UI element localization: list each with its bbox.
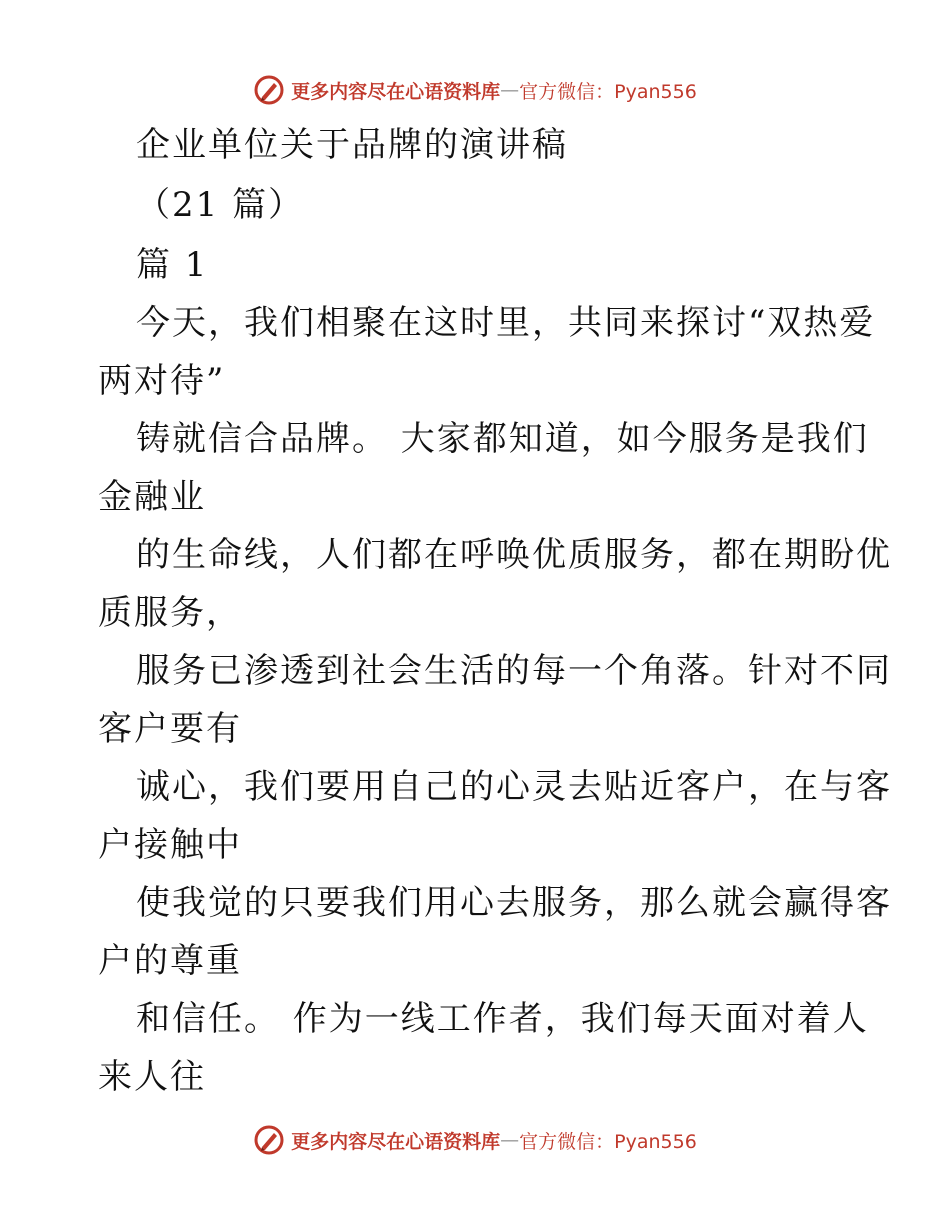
paragraph-line: 两对待”: [98, 361, 226, 401]
header-banner: [0, 70, 950, 110]
paragraph-line: 使我觉的只要我们用心去服务，那么就会赢得客: [136, 883, 892, 923]
paragraph-line: 诚心，我们要用自己的心灵去贴近客户，在与客: [136, 767, 892, 807]
paragraph-line: 和信任。 作为一线工作者，我们每天面对着人: [136, 999, 869, 1039]
paragraph-line: 金融业: [98, 477, 206, 517]
document-count: （21 篇）: [136, 185, 305, 225]
footer-banner: [0, 1120, 950, 1160]
paragraph-line: 今天，我们相聚在这时里，共同来探讨“双热爱: [136, 303, 876, 343]
document-title: 企业单位关于品牌的演讲稿: [136, 125, 568, 165]
paragraph-line: 铸就信合品牌。 大家都知道，如今服务是我们: [136, 419, 869, 459]
pen-logo-icon: [253, 74, 285, 106]
paragraph-line: 的生命线，人们都在呼唤优质服务，都在期盼优: [136, 535, 892, 575]
banner-wechat-text: 官方微信：Pyan556: [519, 1130, 697, 1153]
paragraph-line: 服务已渗透到社会生活的每一个角落。针对不同: [136, 651, 892, 691]
pen-logo-icon: [253, 1124, 285, 1156]
banner-wechat-text: 官方微信：Pyan556: [519, 80, 697, 103]
banner-promo-text: 更多内容尽在心语资料库: [291, 1130, 501, 1153]
paragraph-line: 来人往: [98, 1057, 206, 1097]
paragraph-line: 户的尊重: [98, 941, 242, 981]
banner-promo-text: 更多内容尽在心语资料库: [291, 80, 501, 103]
paragraph-line: 客户要有: [98, 709, 242, 749]
paragraph-line: 质服务，: [98, 593, 242, 633]
paragraph-line: 户接触中: [98, 825, 242, 865]
banner-separator: —: [500, 79, 520, 101]
section-heading: 篇 1: [136, 245, 209, 285]
banner-separator: —: [500, 1129, 520, 1151]
